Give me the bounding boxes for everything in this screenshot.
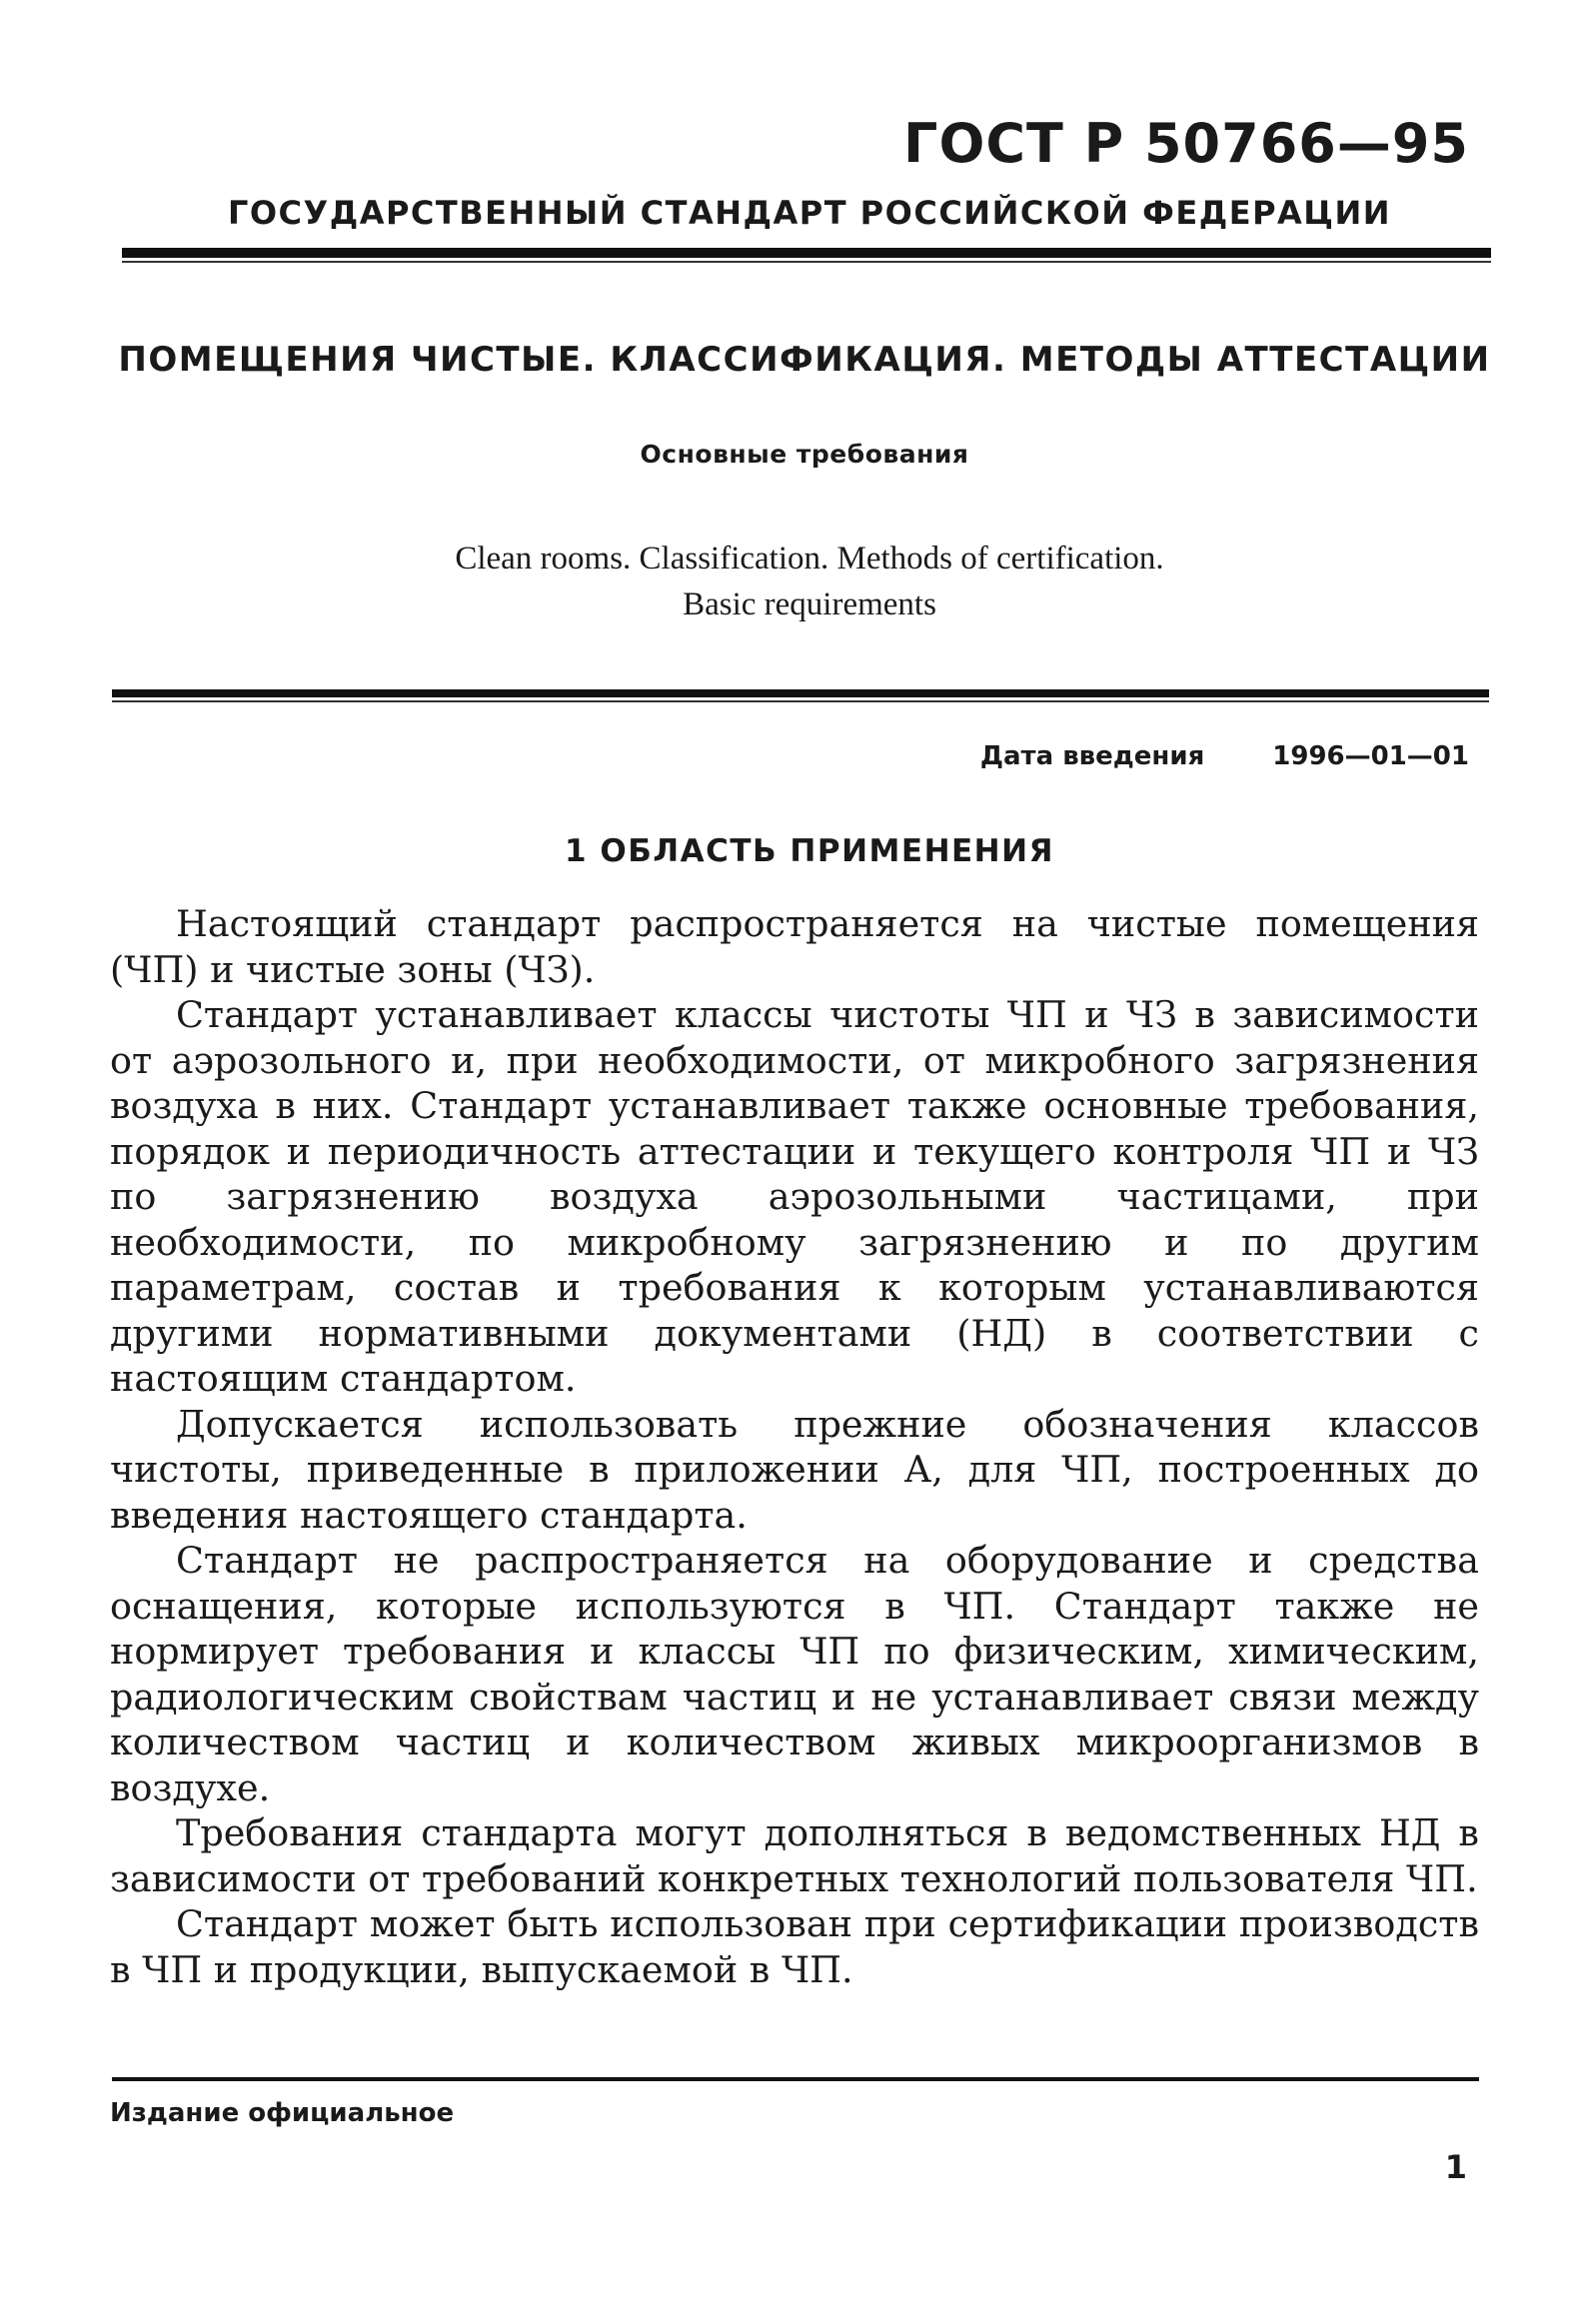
english-title-line-2: Basic requirements	[683, 586, 936, 622]
paragraph: Настоящий стандарт распространяется на чистые помещения (ЧП) и чистые зоны (ЧЗ).	[110, 902, 1479, 991]
document-code: ГОСТ Р 50766—95	[903, 112, 1469, 175]
header-divider-thin	[122, 261, 1491, 263]
title-divider-thick	[112, 689, 1489, 697]
title-divider-thin	[112, 700, 1489, 702]
english-title-line-1: Clean rooms. Classification. Methods of certification.	[455, 541, 1164, 577]
organization-title: ГОСУДАРСТВЕННЫЙ СТАНДАРТ РОССИЙСКОЙ ФЕДЕРАЦИИ	[227, 194, 1392, 232]
header-divider-thick	[122, 248, 1491, 258]
document-subtitle: Основные требования	[640, 440, 969, 469]
document-title: ПОМЕЩЕНИЯ ЧИСТЫЕ. КЛАССИФИКАЦИЯ. МЕТОДЫ АТТЕСТАЦИИ	[118, 340, 1491, 380]
edition-note: Издание официальное	[110, 2098, 455, 2128]
paragraph: Стандарт не распространяется на оборудование и средства оснащения, которые используются в ЧП. Стандарт также не нормирует требования и классы ЧП по физическим, химическим, радиологическим свойствам частиц и не устанавливает связи между количеством частиц и количеством живых микроорганизмов в воздухе.	[110, 1539, 1479, 1809]
section-heading: 1 ОБЛАСТЬ ПРИМЕНЕНИЯ	[565, 833, 1054, 869]
footer-divider	[112, 2077, 1479, 2081]
page-number: 1	[1444, 2148, 1467, 2186]
english-title	[0, 536, 1579, 627]
introduction-date-value: 1996—01—01	[1272, 741, 1469, 771]
section-body	[110, 901, 1479, 1992]
paragraph: Стандарт устанавливает классы чистоты ЧП и ЧЗ в зависимости от аэрозольного и, при необходимости, от микробного загрязнения воздуха в них. Стандарт устанавливает также основные требования, порядок и периодичность аттестации и текущего контроля ЧП и ЧЗ по загрязнению воздуха аэрозольными частицами, при необходимости, по микробному загрязнению и по другим параметрам, состав и требования к которым устанавливаются другими нормативными документами (НД) в соответствии с настоящим стандартом.	[110, 993, 1479, 1400]
paragraph: Допускается использовать прежние обозначения классов чистоты, приведенные в приложении А, для ЧП, построенных до введения настоящего стандарта.	[110, 1402, 1479, 1537]
paragraph: Требования стандарта могут дополняться в ведомственных НД в зависимости от требований конкретных технологий пользователя ЧП.	[110, 1811, 1479, 1900]
introduction-date-label: Дата введения	[979, 741, 1205, 771]
introduction-date	[980, 741, 1469, 771]
paragraph: Стандарт может быть использован при сертификации производств в ЧП и продукции, выпускаемой в ЧП.	[110, 1902, 1479, 1991]
